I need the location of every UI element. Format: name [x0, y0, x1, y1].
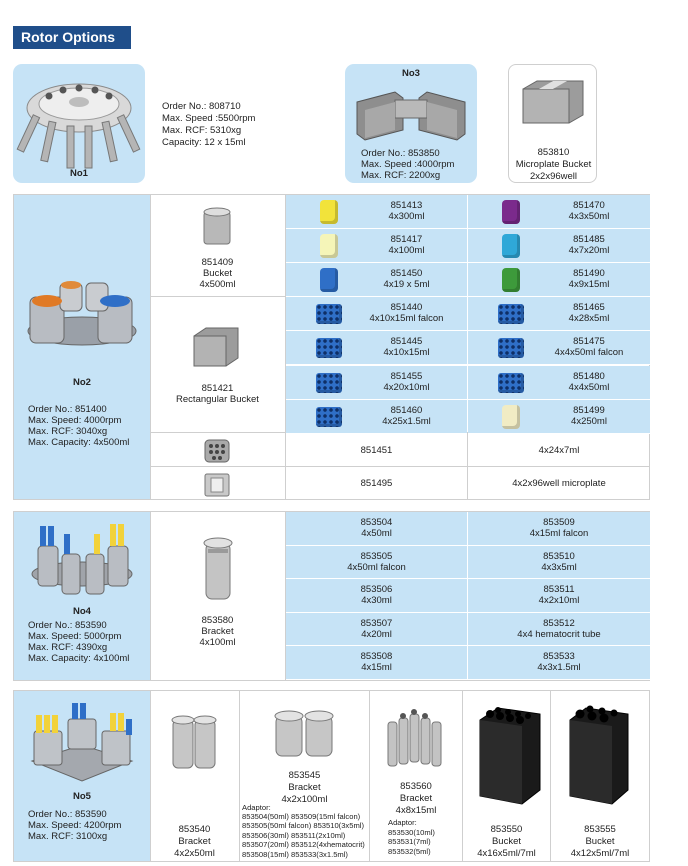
adaptor-line: 853531(7ml) [388, 837, 431, 847]
adaptor-line: 853506(30ml) 853511(2x10ml) [242, 830, 346, 840]
adapter-spec: 4x3x5ml [541, 561, 577, 573]
adapter-code: 853510 [543, 550, 575, 562]
rect-bucket-name: Rectangular Bucket [176, 394, 259, 405]
microplate-carrier-icon [202, 470, 232, 498]
adapter-code: 853505 [360, 550, 393, 562]
cream-adapter-icon [502, 405, 520, 429]
rotor-no1-icon [13, 64, 145, 183]
adapter-spec: 4x4x50ml falcon [554, 347, 624, 359]
adaptor-line: 853530(10ml) [388, 828, 435, 837]
item-code: 853545 [288, 770, 321, 781]
adapter-cell [286, 297, 467, 331]
adapter-spec: 4x3x1.5ml [537, 662, 581, 674]
item-code: 853555 [584, 824, 616, 835]
rotor-label: No2 [73, 377, 91, 388]
blue-block-icon [498, 338, 524, 358]
rectangular-bucket-icon [188, 322, 248, 372]
adapter-cell [468, 579, 650, 613]
item-spec: 4x2x50ml [174, 848, 215, 859]
rotor-no2-icon [14, 275, 150, 375]
rotor-no4-icon [14, 516, 150, 608]
rotor-no5-icon [14, 695, 150, 791]
microplate-bucket-card [508, 64, 597, 183]
adapter-cell [468, 646, 650, 680]
no5-image-panel [14, 691, 150, 861]
adapter-spec: 4x50ml [361, 528, 392, 539]
item-spec: 4x16x5ml/7ml [477, 848, 536, 859]
adapter-code: 851455 [390, 370, 423, 382]
max-speed: Max. Speed :4000rpm [361, 159, 455, 170]
adaptor-line: 853505(50ml falcon) 853510(3x5ml) [242, 821, 364, 831]
adapter-code: 851490 [573, 268, 605, 280]
rotor-no3-icon [345, 80, 477, 150]
adapter-spec: 4x4x50ml [568, 381, 610, 393]
adapter-cell [468, 263, 650, 297]
adapter-code: 851475 [573, 336, 605, 348]
item-name: Bucket [491, 836, 522, 847]
max-rcf: Max. RCF: 3040xg [28, 426, 108, 437]
adaptor-line: 853532(5ml) [388, 846, 431, 856]
max-speed: Max. Speed: 5000rpm [28, 631, 122, 642]
black-bucket-12-icon [562, 700, 642, 810]
adapter-cell [286, 546, 467, 580]
max-speed: Max. Speed :5500rpm [162, 113, 256, 124]
eight-tube-bracket-icon [382, 704, 452, 774]
blue-block-icon [316, 304, 342, 324]
adapter-spec: 4x15ml [361, 662, 392, 674]
green-adapter-icon [502, 268, 520, 292]
rotor-label: No1 [70, 168, 88, 179]
adapter-spec: 4x3x50ml [568, 211, 610, 222]
extra-code: 851451 [360, 445, 393, 456]
adapter-spec: 4x25x1.5ml [382, 415, 431, 427]
yellow-tube-icon [320, 200, 338, 224]
adapter-cell [468, 331, 650, 365]
adapter-code: 851440 [390, 302, 423, 314]
rect-bucket-code: 851421 [201, 383, 234, 394]
adapter-spec: 4x2x10ml [538, 595, 580, 607]
microplate-bucket-icon [509, 71, 598, 131]
adapter-spec: 4x4 hematocrit tube [517, 628, 601, 640]
adapter-cell [286, 613, 467, 647]
bucket-icon [198, 206, 238, 248]
adapter-code: 853512 [543, 617, 575, 629]
max-capacity: Max. Capacity: 4x500ml [28, 437, 130, 448]
bracket-spec: 4x100ml [199, 637, 236, 648]
adapter-cell [468, 195, 650, 229]
adapter-cell [286, 400, 467, 434]
adaptor-line: 853508(15ml) 853533(3x1.5ml) [242, 849, 348, 859]
max-rcf: Max. RCF: 3100xg [28, 831, 108, 842]
adapter-cell [286, 263, 467, 297]
accessory-name: Microplate Bucket [515, 159, 592, 170]
extra-spec: 4x2x96well microplate [512, 478, 606, 489]
adapter-cell [468, 366, 650, 400]
adapter-code: 853506 [360, 584, 393, 596]
adaptor-line: 853504(50ml) 853509(15ml falcon) [242, 812, 361, 821]
adaptor-line: 853507(20ml) 853512(4xhematocrit) [242, 840, 365, 850]
adapter-code: 853511 [543, 584, 575, 596]
max-rcf: Max. RCF: 4390xg [28, 642, 108, 653]
adapter-code: 851450 [390, 268, 423, 280]
max-rcf: Max. RCF: 2200xg [361, 170, 441, 181]
adapter-code: 851460 [390, 404, 423, 416]
adapter-spec: 4x10x15ml falcon [369, 313, 444, 325]
adapter-cell [286, 366, 467, 400]
adapter-code: 853508 [360, 651, 393, 663]
no3-panel [345, 64, 477, 183]
adapter-code: 851485 [573, 234, 605, 246]
blue-block-icon [498, 373, 524, 393]
lightyellow-tube-icon [320, 234, 338, 258]
no4-image-panel [14, 512, 150, 680]
order-number: Order No.: 851400 [28, 404, 107, 415]
blue-block-icon [316, 338, 342, 358]
adapter-cell [286, 195, 467, 229]
item-name: Bucket [585, 836, 615, 847]
adapter-cell [286, 229, 467, 263]
double-bracket-icon [165, 708, 225, 774]
adapter-cell [468, 400, 650, 434]
order-number: Order No.: 853590 [28, 620, 107, 631]
adapter-cell [468, 229, 650, 263]
item-name: Bracket [178, 836, 211, 847]
adapter-code: 851499 [573, 404, 605, 416]
rotor-label: No4 [73, 606, 91, 617]
adapter-spec: 4x19 x 5ml [383, 279, 430, 291]
blue-block-icon [316, 407, 342, 427]
max-speed: Max. Speed: 4000rpm [28, 415, 122, 426]
adapter-spec: 4x100ml [388, 245, 425, 257]
item-code: 853550 [490, 824, 523, 835]
adapter-code: 851480 [573, 370, 605, 382]
adapter-spec: 4x10x15ml [383, 347, 430, 359]
accessory-spec: 2x2x96well [530, 171, 577, 182]
bracket-name: Bracket [201, 626, 234, 637]
extra-spec: 4x24x7ml [538, 445, 580, 456]
adapter-code: 853533 [543, 651, 575, 663]
adapter-code: 851413 [390, 200, 423, 211]
item-name: Bracket [288, 782, 321, 793]
double-large-bracket-icon [270, 702, 340, 762]
adapter-code: 851465 [573, 302, 605, 314]
max-rcf: Max. RCF: 5310xg [162, 125, 242, 136]
adapter-spec: 4x300ml [388, 211, 425, 222]
order-number: Order No.: 853850 [361, 148, 440, 159]
adapter-code: 851445 [390, 336, 423, 348]
adapter-cell [468, 546, 650, 580]
page-title: Rotor Options [13, 26, 131, 49]
adapter-spec: 4x9x15ml [568, 279, 610, 291]
blue-adapter-icon [320, 268, 338, 292]
item-name: Bracket [399, 793, 433, 804]
item-spec: 4x12x5ml/7ml [570, 848, 630, 859]
adaptor-title: Adaptor: [242, 803, 271, 812]
rotor-label: No5 [73, 791, 91, 802]
no2-image-panel [14, 195, 150, 499]
adapter-cell [286, 646, 467, 680]
bucket-spec: 4x500ml [199, 279, 236, 290]
bucket-code: 851409 [201, 257, 234, 268]
adapter-spec: 4x50ml falcon [347, 561, 406, 573]
item-code: 853560 [400, 781, 432, 792]
item-spec: 4x8x15ml [395, 805, 437, 816]
rotor-label: No3 [402, 68, 420, 79]
bracket-code: 853580 [201, 615, 234, 626]
bucket-name: Bucket [202, 268, 233, 279]
multi-hole-adapter-icon [202, 436, 232, 464]
adapter-cell [286, 512, 467, 546]
order-number: Order No.: 853590 [28, 809, 107, 820]
adapter-spec: 4x20x10ml [383, 381, 430, 393]
extra-code: 851495 [360, 478, 393, 489]
black-bucket-16-icon [470, 700, 550, 810]
adapter-spec: 4x20ml [361, 628, 392, 640]
capacity: Capacity: 12 x 15ml [162, 137, 246, 148]
adapter-spec: 4x250ml [571, 415, 607, 427]
adapter-spec: 4x15ml falcon [529, 528, 589, 539]
adapter-cell [468, 613, 650, 647]
adapter-cell [286, 579, 467, 613]
adapter-code: 853509 [543, 517, 575, 528]
adapter-code: 851470 [573, 200, 605, 211]
max-speed: Max. Speed: 4200rpm [28, 820, 122, 831]
adapter-code: 851417 [390, 234, 423, 246]
max-capacity: Max. Capacity: 4x100ml [28, 653, 130, 664]
cyan-adapter-icon [502, 234, 520, 258]
adapter-cell [286, 331, 467, 365]
adapter-code: 853507 [360, 617, 393, 629]
item-code: 853540 [178, 824, 211, 835]
adapter-spec: 4x28x5ml [568, 313, 610, 325]
adapter-code: 853504 [360, 517, 393, 528]
item-spec: 4x2x100ml [281, 794, 328, 805]
no1-image-panel [13, 64, 145, 183]
adapter-spec: 4x30ml [361, 595, 392, 607]
purple-adapter-icon [502, 200, 520, 224]
adapter-spec: 4x7x20ml [568, 245, 610, 257]
blue-block-icon [316, 373, 342, 393]
bracket-icon [198, 535, 238, 605]
adapter-cell [468, 512, 650, 546]
accessory-code: 853810 [537, 147, 570, 158]
order-number: Order No.: 808710 [162, 101, 241, 112]
adapter-cell [468, 297, 650, 331]
adaptor-title: Adaptor: [388, 818, 417, 827]
blue-block-icon [498, 304, 524, 324]
